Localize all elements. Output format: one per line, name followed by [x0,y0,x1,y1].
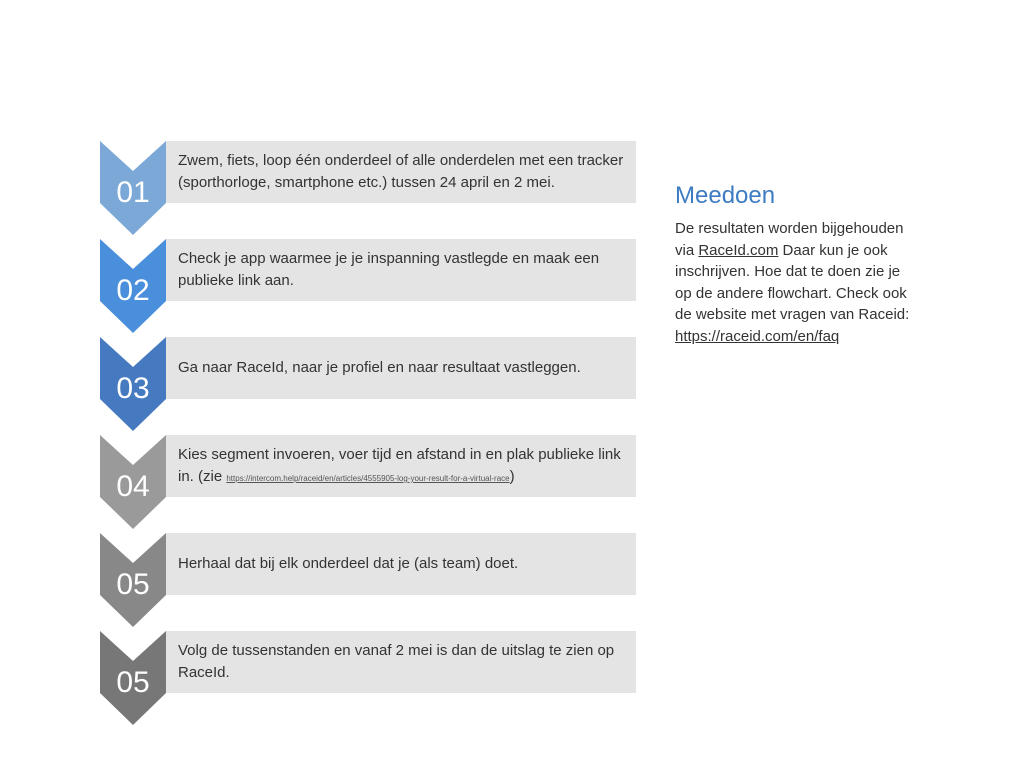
panel-heading: Meedoen [675,182,776,209]
step-text: Zwem, fiets, loop één onderdeel of alle onderdelen met een tracker (sporthorloge, smartphone etc.) tussen 24 april en 2 mei. [178,152,624,191]
step-text [178,444,630,490]
step-text: Volg de tussenstanden en vanaf 2 mei is dan de uitslag te zien op RaceId. [178,642,615,681]
step-number: 05 [116,666,150,699]
info-panel [675,180,915,348]
raceid-link[interactable]: RaceId.com [698,241,779,259]
step-1 [100,141,636,236]
step-number: 03 [116,372,150,405]
step-6 [100,631,636,726]
step-text-main: Kies segment invoeren, voer tijd en afstand in en plak publieke link in. (zie [178,446,621,485]
panel-body-text: Daar kun je ook inschrijven. Hoe dat te doen zie je op de andere flowchart. Check ook de website met vragen van Raceid: [675,241,910,324]
step-text: Ga naar RaceId, naar je profiel en naar resultaat vastleggen. [178,359,581,376]
step-number: 01 [116,176,150,209]
step-text: Herhaal dat bij elk onderdeel dat je (als team) doet. [178,555,519,572]
panel-body [675,218,915,348]
faq-link[interactable]: https://raceid.com/en/faq [675,327,840,345]
step-5 [100,533,636,628]
step-text-end: ) [509,468,515,485]
panel-body-text: De resultaten worden bijgehouden via [675,220,904,259]
step-number: 05 [116,568,150,601]
step-number: 04 [116,470,150,503]
step-4 [100,435,636,530]
help-article-link[interactable]: https://intercom.help/raceid/en/articles/4555905-log-your-result-for-a-virtual-race [226,474,510,483]
step-text: Check je app waarmee je je inspanning vastlegde en maak een publieke link aan. [178,250,600,289]
step-2 [100,239,636,334]
step-3 [100,337,636,432]
step-number: 02 [116,274,150,307]
